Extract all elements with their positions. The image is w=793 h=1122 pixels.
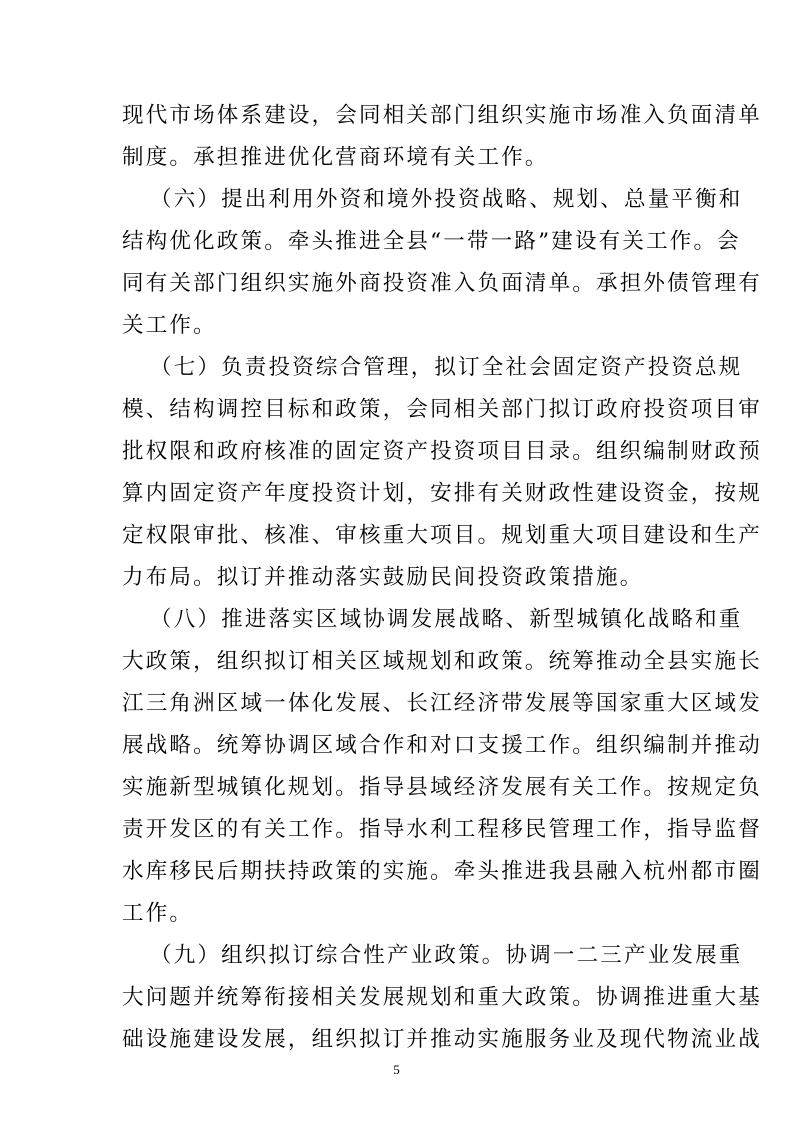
body-text-line: 同有关部门组织实施外商投资准入负面清单。承担外债管理有 — [122, 271, 762, 296]
body-text-line: 力布局。拟订并推动落实鼓励民间投资政策措施。 — [122, 565, 644, 590]
body-text-line: 础设施建设发展，组织拟订并推动实施服务业及现代物流业战 — [122, 1027, 762, 1052]
body-text-line: 责开发区的有关工作。指导水利工程移民管理工作，指导监督 — [122, 817, 762, 842]
body-text-line: 算内固定资产年度投资计划，安排有关财政性建设资金，按规 — [122, 481, 762, 506]
body-text-line: 制度。承担推进优化营商环境有关工作。 — [122, 145, 549, 170]
body-text-line: 定权限审批、核准、审核重大项目。规划重大项目建设和生产 — [122, 523, 762, 548]
body-text-line: 江三角洲区域一体化发展、长江经济带发展等国家重大区域发 — [122, 691, 762, 716]
body-text-line: 水库移民后期扶持政策的实施。牵头推进我县融入杭州都市圈 — [122, 859, 762, 884]
body-text-line: 工作。 — [122, 901, 194, 926]
body-text-line: 关工作。 — [122, 313, 217, 338]
section-6-first-line: （六）提出利用外资和境外投资战略、规划、总量平衡和 — [150, 187, 743, 212]
section-9-first-line: （九）组织拟订综合性产业政策。协调一二三产业发展重 — [150, 943, 743, 968]
body-text-line: 大政策，组织拟订相关区域规划和政策。统筹推动全县实施长 — [122, 649, 762, 674]
section-7-first-line: （七）负责投资综合管理，拟订全社会固定资产投资总规 — [150, 355, 743, 380]
body-text-line: 现代市场体系建设，会同相关部门组织实施市场准入负面清单 — [122, 103, 762, 128]
body-text-line: 模、结构调控目标和政策，会同相关部门拟订政府投资项目审 — [122, 397, 762, 422]
page-number: 5 — [393, 1062, 400, 1077]
body-text-line: 实施新型城镇化规划。指导县域经济发展有关工作。按规定负 — [122, 775, 762, 800]
body-text-line: 展战略。统筹协调区域合作和对口支援工作。组织编制并推动 — [122, 733, 762, 758]
body-text-line: 批权限和政府核准的固定资产投资项目目录。组织编制财政预 — [122, 439, 762, 464]
body-text-line: 结构优化政策。牵头推进全县“一带一路”建设有关工作。会 — [122, 229, 741, 254]
section-8-first-line: （八）推进落实区域协调发展战略、新型城镇化战略和重 — [150, 607, 743, 632]
body-text-line: 大问题并统筹衔接相关发展规划和重大政策。协调推进重大基 — [122, 985, 762, 1010]
